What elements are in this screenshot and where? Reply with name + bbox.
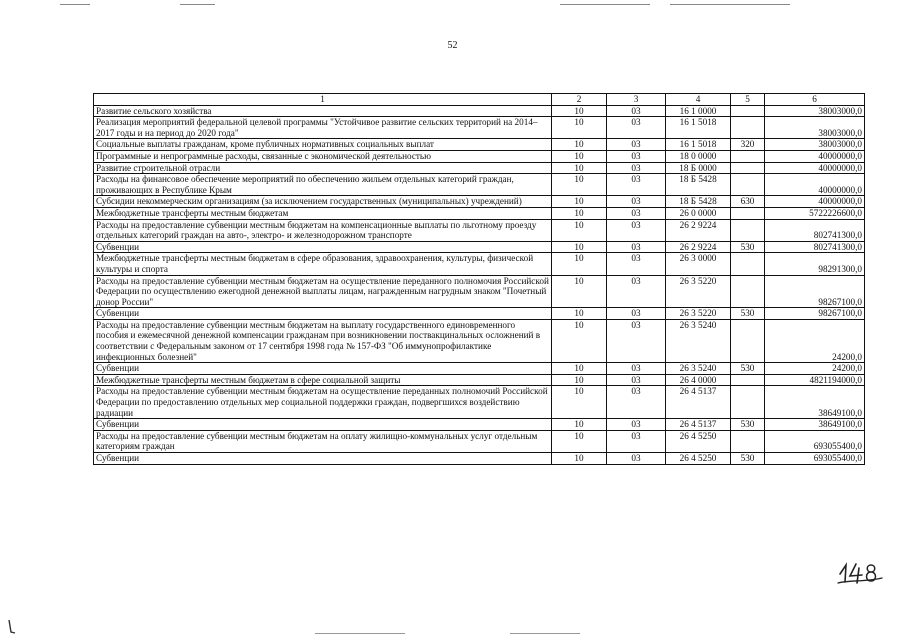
cell-subsection: 03 [607,196,666,208]
cell-subsection: 03 [607,419,666,431]
table-row [94,253,865,275]
table-row [94,363,865,375]
header-cell: 6 [765,94,865,106]
cell-amount: 40000000,0 [765,150,865,162]
cell-name: Реализация мероприятий федеральной целевой программы "Устойчивое развитие сельских территорий на 2014–2017 годы и на период до 2020 года" [94,117,552,139]
table-row [94,105,865,117]
cell-expense-type: 530 [731,453,765,465]
header-cell: 4 [666,94,731,106]
cell-name: Межбюджетные трансферты местным бюджетам [94,207,552,219]
cell-name: Субвенции [94,308,552,320]
cell-expense-type [731,219,765,241]
scan-rule [315,633,405,634]
cell-subsection: 03 [607,162,666,174]
cell-name: Расходы на предоставление субвенции местным бюджетам на выплату государственного единовременного пособия и ежемесячной денежной компенсации гражданам при возникновении поствакцинальных осложнений в соответствии с Федеральным законом от 17 сентября 1998 года № 157-ФЗ "Об иммунопрофилактике инфекционных болезней" [94,319,552,362]
table-row [94,308,865,320]
table-row [94,219,865,241]
cell-section: 10 [552,275,607,308]
cell-subsection: 03 [607,374,666,386]
scan-rule [510,633,580,634]
cell-subsection: 03 [607,308,666,320]
table-row [94,319,865,362]
cell-name: Межбюджетные трансферты местным бюджетам в сфере образования, здравоохранения, культуры, физической культуры и спорта [94,253,552,275]
cell-name: Развитие строительной отрасли [94,162,552,174]
cell-subsection: 03 [607,139,666,151]
cell-expense-type: 530 [731,363,765,375]
cell-amount: 4821194000,0 [765,374,865,386]
cell-section: 10 [552,196,607,208]
cell-expense-type [731,430,765,452]
cell-amount: 40000000,0 [765,196,865,208]
cell-subsection: 03 [607,253,666,275]
cell-section: 10 [552,150,607,162]
cell-subsection: 03 [607,150,666,162]
cell-section: 10 [552,219,607,241]
cell-expense-type [731,117,765,139]
cell-section: 10 [552,363,607,375]
cell-amount: 98267100,0 [765,308,865,320]
cell-target-article: 16 1 5018 [666,117,731,139]
header-cell: 1 [94,94,552,106]
cell-subsection: 03 [607,117,666,139]
table-row [94,150,865,162]
cell-section: 10 [552,174,607,196]
cell-name: Расходы на предоставление субвенции местным бюджетам на компенсационные выплаты по льготному проезду отдельных категорий граждан на авто-, электро- и железнодорожном транспорте [94,219,552,241]
scan-rule [60,4,90,5]
cell-name: Расходы на финансовое обеспечение мероприятий по обеспечению жильем отдельных категорий граждан, проживающих в Республике Крым [94,174,552,196]
cell-expense-type: 630 [731,196,765,208]
cell-section: 10 [552,241,607,253]
cell-expense-type: 320 [731,139,765,151]
cell-subsection: 03 [607,174,666,196]
cell-amount: 38003000,0 [765,139,865,151]
cell-name: Межбюджетные трансферты местным бюджетам в сфере социальной защиты [94,374,552,386]
cell-section: 10 [552,419,607,431]
cell-subsection: 03 [607,105,666,117]
cell-section: 10 [552,430,607,452]
cell-subsection: 03 [607,453,666,465]
page-number: 52 [447,40,458,51]
scan-rule [560,4,650,5]
cell-amount: 24200,0 [765,363,865,375]
table-row [94,386,865,419]
cell-section: 10 [552,253,607,275]
cell-name: Субсидии некоммерческим организациям (за исключением государственных (муниципальных) учреждений) [94,196,552,208]
cell-name: Субвенции [94,419,552,431]
cell-subsection: 03 [607,363,666,375]
cell-name: Субвенции [94,453,552,465]
cell-target-article: 26 2 9224 [666,219,731,241]
cell-subsection: 03 [607,241,666,253]
table-row [94,430,865,452]
cell-target-article: 26 4 5137 [666,386,731,419]
cell-target-article: 18 Б 5428 [666,196,731,208]
handwritten-page-mark [836,556,886,586]
cell-amount: 38649100,0 [765,419,865,431]
cell-expense-type: 530 [731,419,765,431]
cell-target-article: 26 0 0000 [666,207,731,219]
cell-target-article: 16 1 5018 [666,139,731,151]
cell-amount: 802741300,0 [765,219,865,241]
scan-rule [670,4,790,5]
budget-table [93,93,865,465]
table-row [94,174,865,196]
cell-expense-type [731,150,765,162]
cell-amount: 98291300,0 [765,253,865,275]
cell-section: 10 [552,105,607,117]
cell-name: Субвенции [94,363,552,375]
table-row [94,241,865,253]
table-row [94,162,865,174]
cell-target-article: 26 3 5240 [666,319,731,362]
table-row [94,453,865,465]
cell-amount: 38003000,0 [765,117,865,139]
cell-name: Расходы на предоставление субвенции местным бюджетам на осуществление переданного полномочия Российской Федерации по осуществлению ежегодной денежной выплаты лицам, награжденным нагрудным знаком "Почетный донор России" [94,275,552,308]
table-row [94,419,865,431]
cell-target-article: 18 Б 0000 [666,162,731,174]
cell-target-article: 26 2 9224 [666,241,731,253]
table-row [94,117,865,139]
cell-target-article: 26 4 5250 [666,430,731,452]
cell-target-article: 26 4 5250 [666,453,731,465]
cell-section: 10 [552,162,607,174]
cell-amount: 98267100,0 [765,275,865,308]
cell-amount: 40000000,0 [765,174,865,196]
table-row [94,275,865,308]
cell-section: 10 [552,319,607,362]
cell-amount: 802741300,0 [765,241,865,253]
cell-name: Социальные выплаты гражданам, кроме публичных нормативных социальных выплат [94,139,552,151]
cell-subsection: 03 [607,207,666,219]
cell-target-article: 26 4 0000 [666,374,731,386]
cell-target-article: 18 Б 5428 [666,174,731,196]
cell-expense-type [731,162,765,174]
handwritten-mark-graphic [836,556,886,586]
cell-amount: 5722226600,0 [765,207,865,219]
cell-expense-type [731,174,765,196]
cell-amount: 693055400,0 [765,453,865,465]
table-row [94,374,865,386]
cell-name: Программные и непрограммные расходы, связанные с экономической деятельностью [94,150,552,162]
cell-expense-type [731,386,765,419]
scan-corner-mark [7,618,17,641]
cell-amount: 24200,0 [765,319,865,362]
cell-name: Субвенции [94,241,552,253]
cell-subsection: 03 [607,430,666,452]
cell-subsection: 03 [607,275,666,308]
cell-amount: 38649100,0 [765,386,865,419]
table-header-row [94,94,865,106]
header-cell: 2 [552,94,607,106]
header-cell: 3 [607,94,666,106]
cell-expense-type: 530 [731,308,765,320]
cell-target-article: 26 3 0000 [666,253,731,275]
cell-target-article: 26 3 5220 [666,275,731,308]
cell-section: 10 [552,374,607,386]
cell-target-article: 26 3 5240 [666,363,731,375]
cell-expense-type: 530 [731,241,765,253]
cell-section: 10 [552,207,607,219]
cell-target-article: 26 3 5220 [666,308,731,320]
cell-expense-type [731,253,765,275]
cell-name: Расходы на предоставление субвенции местным бюджетам на оплату жилищно-коммунальных услуг отдельным категориям граждан [94,430,552,452]
scan-rule [180,4,215,5]
table-body [94,94,865,465]
cell-expense-type [731,374,765,386]
cell-section: 10 [552,453,607,465]
cell-section: 10 [552,117,607,139]
cell-amount: 693055400,0 [765,430,865,452]
header-cell: 5 [731,94,765,106]
cell-amount: 40000000,0 [765,162,865,174]
cell-subsection: 03 [607,319,666,362]
cell-subsection: 03 [607,386,666,419]
cell-expense-type [731,105,765,117]
cell-amount: 38003000,0 [765,105,865,117]
cell-name: Развитие сельского хозяйства [94,105,552,117]
cell-section: 10 [552,386,607,419]
table-row [94,207,865,219]
cell-section: 10 [552,308,607,320]
cell-section: 10 [552,139,607,151]
cell-target-article: 26 4 5137 [666,419,731,431]
cell-expense-type [731,319,765,362]
cell-subsection: 03 [607,219,666,241]
table-row [94,139,865,151]
cell-target-article: 16 1 0000 [666,105,731,117]
cell-expense-type [731,275,765,308]
cell-expense-type [731,207,765,219]
cell-name: Расходы на предоставление субвенции местным бюджетам на осуществление переданных полномочий Российской Федерации по предоставлению отдельных мер социальной поддержки граждан, подвергшихся воздействию радиации [94,386,552,419]
table-row [94,196,865,208]
cell-target-article: 18 0 0000 [666,150,731,162]
